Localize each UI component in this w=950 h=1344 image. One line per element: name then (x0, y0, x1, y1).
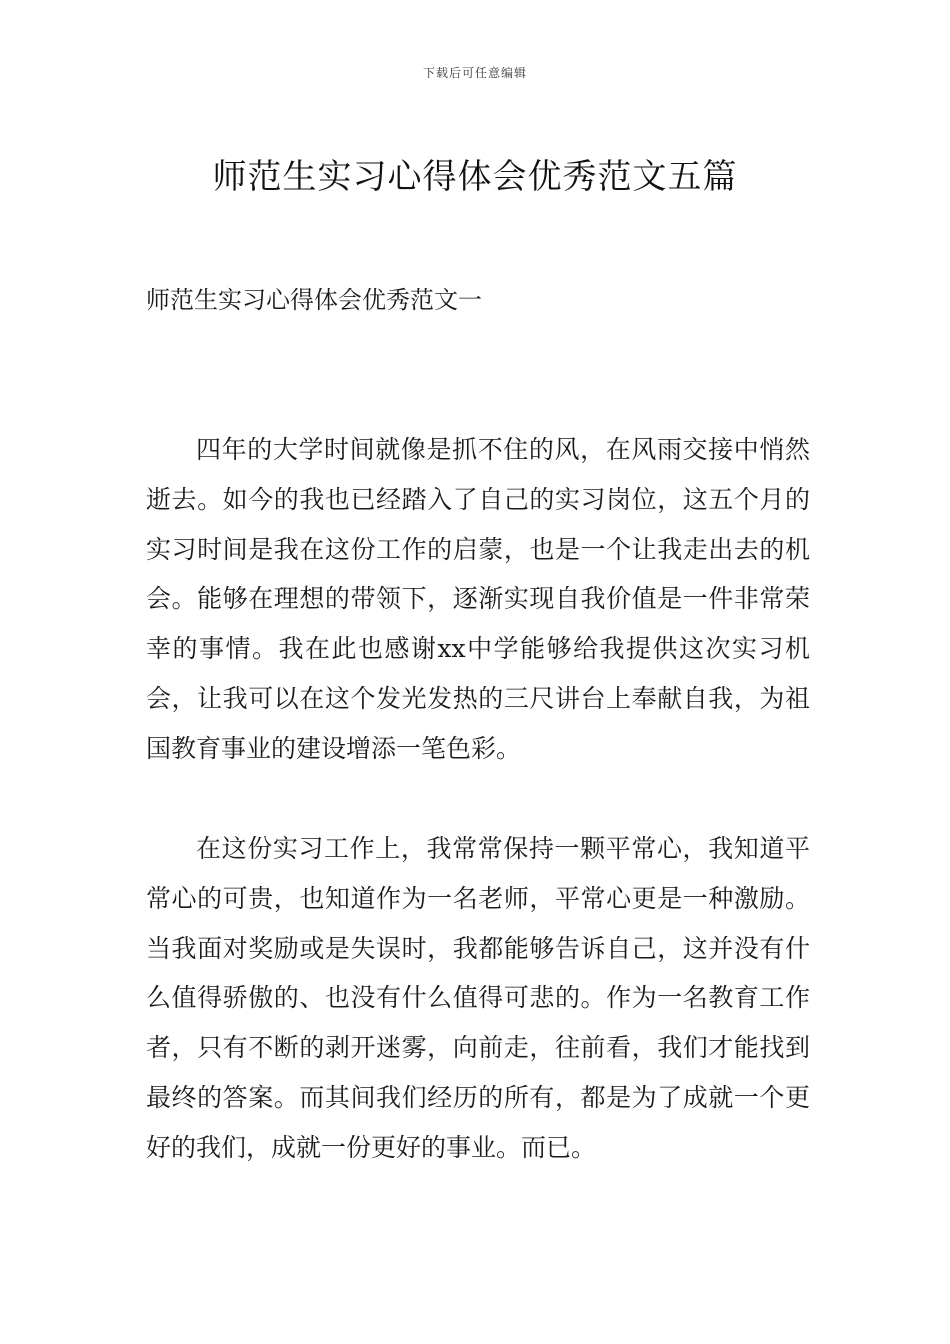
header-note: 下载后可任意编辑 (422, 66, 527, 80)
section-heading: 师范生实习心得体会优秀范文一 (146, 286, 482, 314)
body-paragraph-2: 在这份实习工作上，我常常保持一颗平常心，我知道平常心的可贵，也知道作为一名老师，平常心更是一种激励。当我面对奖励或是失误时，我都能够告诉自己，这并没有什么值得骄傲的、也没有什么值得可悲的。作为一名教育工作者，只有不断的剥开迷雾，向前走，往前看，我们才能找到最终的答案。而其间我们经历的所有，都是为了成就一个更好的我们，成就一份更好的事业。而已。 (146, 834, 810, 1162)
body-paragraph-1: 四年的大学时间就像是抓不住的风，在风雨交接中悄然逝去。如今的我也已经踏入了自己的实习岗位，这五个月的实习时间是我在这份工作的启蒙，也是一个让我走出去的机会。能够在理想的带领下，逐渐实现自我价值是一件非常荣幸的事情。我在此也感谢xx中学能够给我提供这次实习机会，让我可以在这个发光发热的三尺讲台上奉献自我，为祖国教育事业的建设增添一笔色彩。 (146, 435, 810, 763)
document-title: 师范生实习心得体会优秀范文五篇 (212, 156, 738, 197)
